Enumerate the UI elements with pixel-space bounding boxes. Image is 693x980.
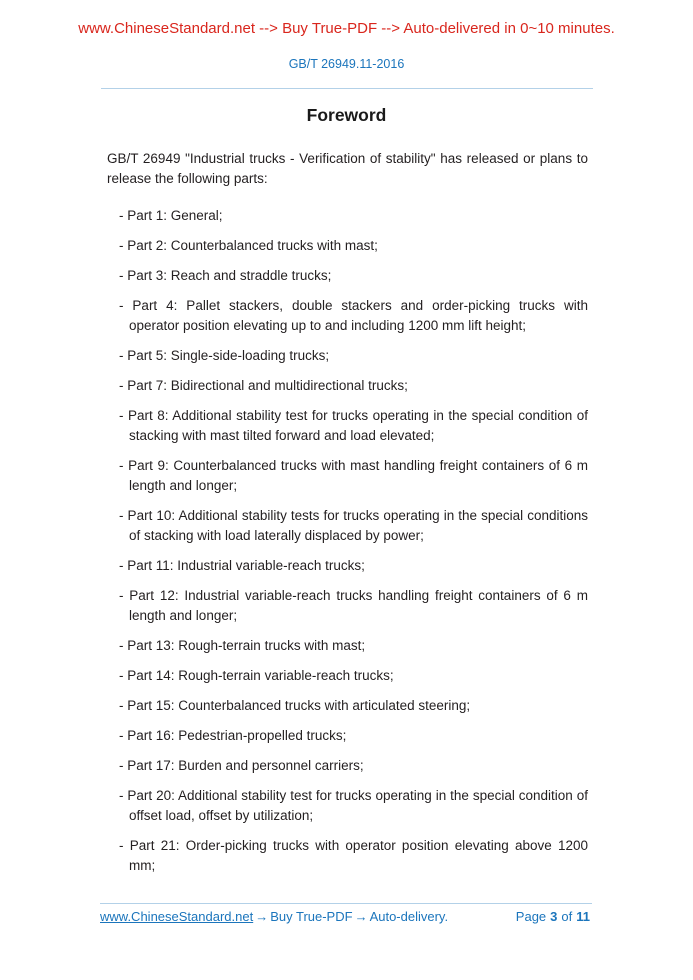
intro-paragraph: GB/T 26949 "Industrial trucks - Verification of stability" has released or plans to release the following parts: xyxy=(107,151,588,186)
part-item: - Part 4: Pallet stackers, double stackers and order-picking trucks with operator position elevating up to and including 1200 mm lift height; xyxy=(119,298,588,333)
part-item: - Part 14: Rough-terrain variable-reach trucks; xyxy=(119,668,394,683)
of-label: of xyxy=(561,909,573,924)
top-banner-link[interactable]: www.ChineseStandard.net --> Buy True-PDF --> Auto-delivered in 0~10 minutes. xyxy=(78,20,615,37)
page-title: Foreword xyxy=(306,105,387,125)
part-item: - Part 1: General; xyxy=(119,208,223,223)
part-item: - Part 12: Industrial variable-reach trucks handling freight containers of 6 m length and longer; xyxy=(119,588,588,623)
part-item: - Part 9: Counterbalanced trucks with mast handling freight containers of 6 m length and longer; xyxy=(119,458,588,493)
document-body xyxy=(107,149,588,876)
footer-buy-text: Buy True-PDF xyxy=(270,909,353,924)
part-item: - Part 20: Additional stability test for trucks operating in the special condition of offset load, offset by utilization; xyxy=(119,788,588,823)
part-item: - Part 7: Bidirectional and multidirectional trucks; xyxy=(119,378,408,393)
parts-list xyxy=(107,206,588,876)
part-item: - Part 17: Burden and personnel carriers; xyxy=(119,758,364,773)
footer-site-link[interactable]: www.ChineseStandard.net xyxy=(100,909,254,924)
part-item: - Part 3: Reach and straddle trucks; xyxy=(119,268,332,283)
total-page-number: 11 xyxy=(576,909,590,924)
part-item: - Part 5: Single-side-loading trucks; xyxy=(119,348,330,363)
footer-delivery-text: Auto-delivery. xyxy=(369,909,449,924)
footer-arrow-icon: → xyxy=(354,909,368,924)
part-item: - Part 11: Industrial variable-reach trucks; xyxy=(119,558,365,573)
footer-links xyxy=(100,908,448,925)
part-item: - Part 10: Additional stability tests for trucks operating in the special conditions of stacking with load laterally displaced by power; xyxy=(119,508,588,543)
footer xyxy=(100,903,592,925)
page-label: Page xyxy=(515,909,547,924)
part-item: - Part 8: Additional stability test for trucks operating in the special condition of stacking with mast tilted forward and load elevated; xyxy=(119,408,588,443)
standard-code: GB/T 26949.11-2016 xyxy=(288,57,405,71)
part-item: - Part 13: Rough-terrain trucks with mast; xyxy=(119,638,366,653)
part-item: - Part 16: Pedestrian-propelled trucks; xyxy=(119,728,347,743)
part-item: - Part 2: Counterbalanced trucks with mast; xyxy=(119,238,378,253)
part-item: - Part 21: Order-picking trucks with operator position elevating above 1200 mm; xyxy=(119,838,588,873)
part-item: - Part 15: Counterbalanced trucks with articulated steering; xyxy=(119,698,471,713)
footer-arrow-icon: → xyxy=(255,909,269,924)
current-page-number: 3 xyxy=(550,909,558,924)
page-indicator xyxy=(514,908,592,925)
header-divider xyxy=(101,88,593,89)
